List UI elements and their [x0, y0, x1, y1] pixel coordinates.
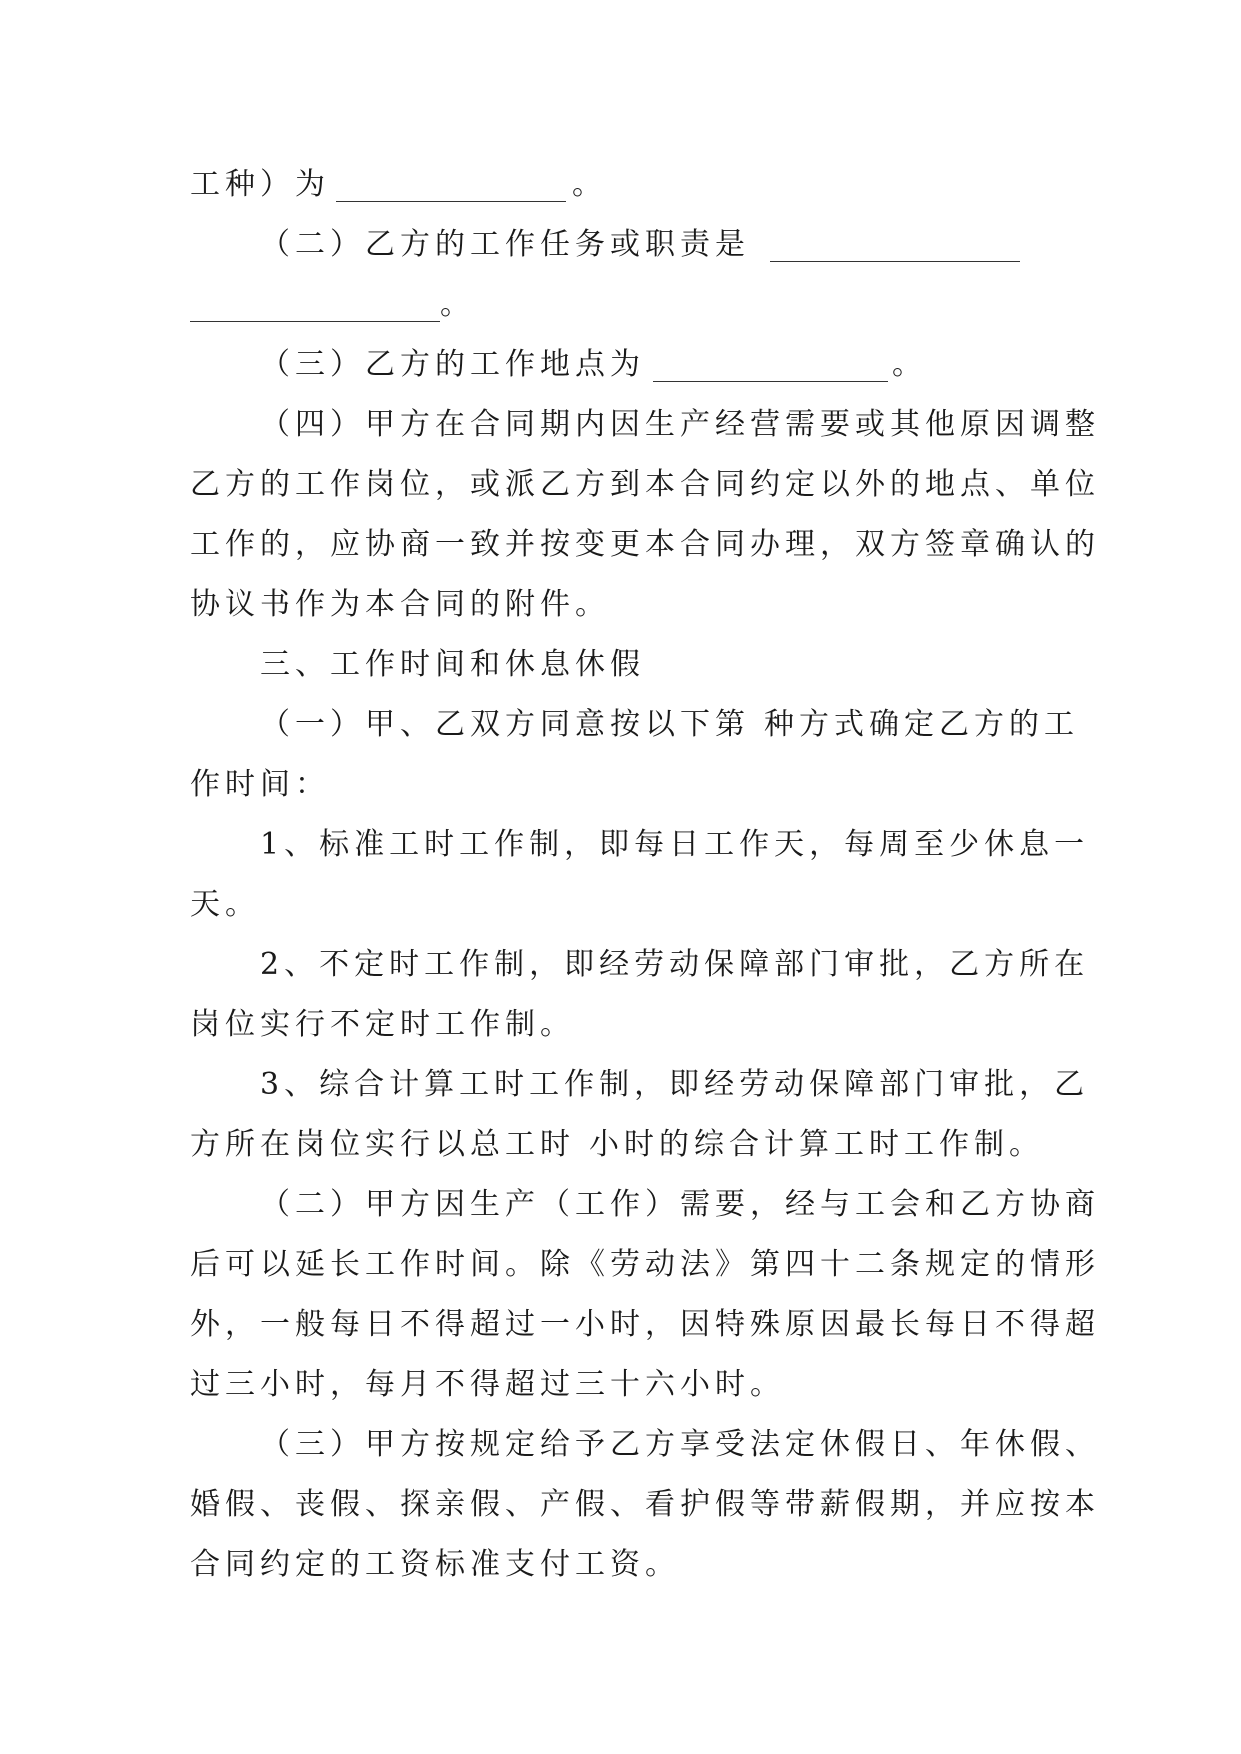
text-line — [190, 455, 1100, 515]
text-line — [190, 1415, 1100, 1475]
line-text: 方所在岗位实行以总工时 — [190, 1127, 575, 1162]
text-line — [190, 1355, 1050, 1415]
text-line — [190, 1475, 1100, 1535]
line-text: 过三小时，每月不得超过三十六小时。 — [190, 1367, 785, 1402]
text-line — [190, 275, 1050, 335]
contract-text — [190, 155, 1100, 1595]
line-text: （二）乙方的工作任务或职责是 — [260, 227, 750, 262]
text-line — [190, 215, 1050, 275]
line-text: 合同约定的工资标准支付工资。 — [190, 1547, 680, 1582]
line-text: 工作的，应协商一致并按变更本合同办理，双方签章确认的 — [190, 527, 1100, 562]
line-text: （三）乙方的工作地点为 — [260, 347, 645, 382]
text-line — [190, 1295, 1100, 1355]
fill-in-blank — [336, 200, 566, 202]
line-text: （四）甲方在合同期内因生产经营需要或其他原因调整 — [260, 407, 1100, 442]
text-line — [190, 875, 1050, 935]
line-text: 。 — [892, 347, 927, 382]
text-line — [190, 515, 1100, 575]
text-line — [190, 1115, 1050, 1175]
text-line — [190, 1235, 1100, 1295]
line-text: 乙方的工作岗位，或派乙方到本合同约定以外的地点、单位 — [190, 467, 1100, 502]
text-line — [190, 335, 1050, 395]
section-heading — [190, 635, 1050, 695]
text-line — [190, 815, 1090, 875]
text-line — [190, 995, 1050, 1055]
text-line — [190, 755, 1050, 815]
line-text: 三、工作时间和休息休假 — [260, 647, 645, 682]
text-line — [190, 695, 1079, 755]
line-text: 1、标准工时工作制，即每日工作天，每周至少休息一 — [260, 827, 1090, 862]
line-text: （二）甲方因生产（工作）需要，经与工会和乙方协商 — [260, 1187, 1100, 1222]
line-text: 3、综合计算工时工作制，即经劳动保障部门审批，乙 — [260, 1067, 1090, 1102]
line-text: 岗位实行不定时工作制。 — [190, 1007, 575, 1042]
line-text: 小时的综合计算工时工作制。 — [589, 1127, 1044, 1162]
line-text: （三）甲方按规定给予乙方享受法定休假日、年休假、 — [260, 1427, 1100, 1462]
fill-in-blank — [770, 260, 1020, 262]
line-text: 工种）为 — [190, 167, 330, 202]
text-line — [190, 935, 1090, 995]
line-text: 2、不定时工作制，即经劳动保障部门审批，乙方所在 — [260, 947, 1090, 982]
text-line — [190, 1055, 1090, 1115]
text-line — [190, 155, 1050, 215]
text-line — [190, 575, 1050, 635]
line-text: 天。 — [190, 887, 260, 922]
text-line — [190, 1175, 1100, 1235]
line-text: 。 — [572, 167, 607, 202]
text-line — [190, 1535, 1050, 1595]
fill-in-blank — [190, 320, 440, 322]
line-text: 作时间： — [190, 767, 330, 802]
line-text: 后可以延长工作时间。除《劳动法》第四十二条规定的情形 — [190, 1247, 1100, 1282]
fill-in-blank — [653, 380, 888, 382]
line-text: （一）甲、乙双方同意按以下第 — [260, 707, 750, 742]
line-text: 种方式确定乙方的工 — [764, 707, 1079, 742]
line-text: 协议书作为本合同的附件。 — [190, 587, 610, 622]
line-text: 婚假、丧假、探亲假、产假、看护假等带薪假期，并应按本 — [190, 1487, 1100, 1522]
line-text: 外，一般每日不得超过一小时，因特殊原因最长每日不得超 — [190, 1307, 1100, 1342]
line-text: 。 — [440, 287, 475, 322]
text-line — [190, 395, 1100, 455]
